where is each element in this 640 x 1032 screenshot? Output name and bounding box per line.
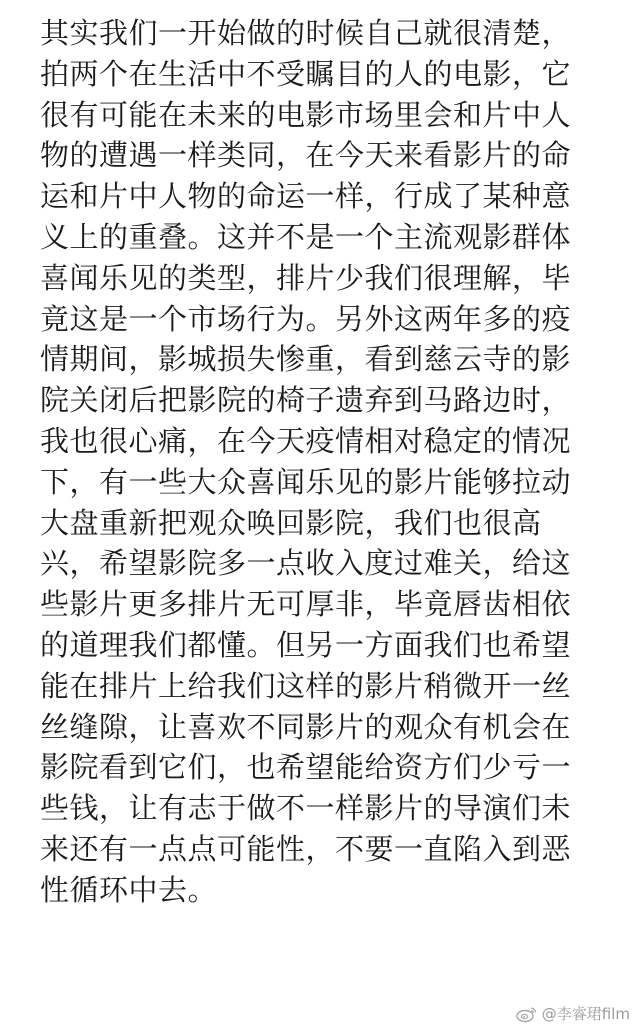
- text-line: 兴，希望影院多一点收入度过难关，给这: [40, 546, 572, 581]
- weibo-watermark: [516, 1003, 630, 1024]
- text-line: 喜闻乐见的类型，排片少我们很理解，毕: [40, 260, 572, 295]
- text-line: 来还有一点点可能性，不要一直陷入到恶: [40, 831, 572, 866]
- text-line: 运和片中人物的命运一样，行成了某种意: [40, 179, 572, 214]
- text-line: 院关闭后把影院的椅子遗弃到马路边时，: [40, 383, 572, 418]
- watermark-handle: @李睿珺film: [541, 1005, 630, 1023]
- text-line: 物的遭遇一样类同，在今天来看影片的命: [40, 138, 572, 173]
- text-line: 很有可能在未来的电影市场里会和片中人: [40, 97, 572, 132]
- text-line: 的道理我们都懂。但另一方面我们也希望: [40, 627, 572, 662]
- text-line: 竟这是一个市场行为。另外这两年多的疫: [40, 301, 572, 336]
- text-line: 下，有一些大众喜闻乐见的影片能够拉动: [40, 464, 572, 499]
- text-line: 其实我们一开始做的时候自己就很清楚，: [40, 16, 572, 50]
- text-line: 些钱，让有志于做不一样影片的导演们未: [40, 791, 572, 826]
- weibo-icon: [516, 1005, 538, 1023]
- text-line: 大盘重新把观众唤回影院，我们也很高: [40, 505, 542, 540]
- text-line: 我也很心痛，在今天疫情相对稳定的情况: [40, 423, 572, 458]
- text-line: 影院看到它们，也希望能给资方们少亏一: [40, 750, 572, 785]
- text-line: 丝缝隙，让喜欢不同影片的观众有机会在: [40, 709, 572, 744]
- text-line: 拍两个在生活中不受瞩目的人的电影，它: [40, 56, 572, 91]
- text-line: 些影片更多排片无可厚非，毕竟唇齿相依: [40, 587, 572, 622]
- text-line: 情期间，影城损失惨重，看到慈云寺的影: [40, 342, 572, 377]
- text-line: 性循环中去。: [40, 872, 218, 907]
- text-line: 义上的重叠。这并不是一个主流观影群体: [40, 219, 572, 254]
- statement-text: [40, 13, 620, 911]
- text-line: 能在排片上给我们这样的影片稍微开一丝: [40, 668, 572, 703]
